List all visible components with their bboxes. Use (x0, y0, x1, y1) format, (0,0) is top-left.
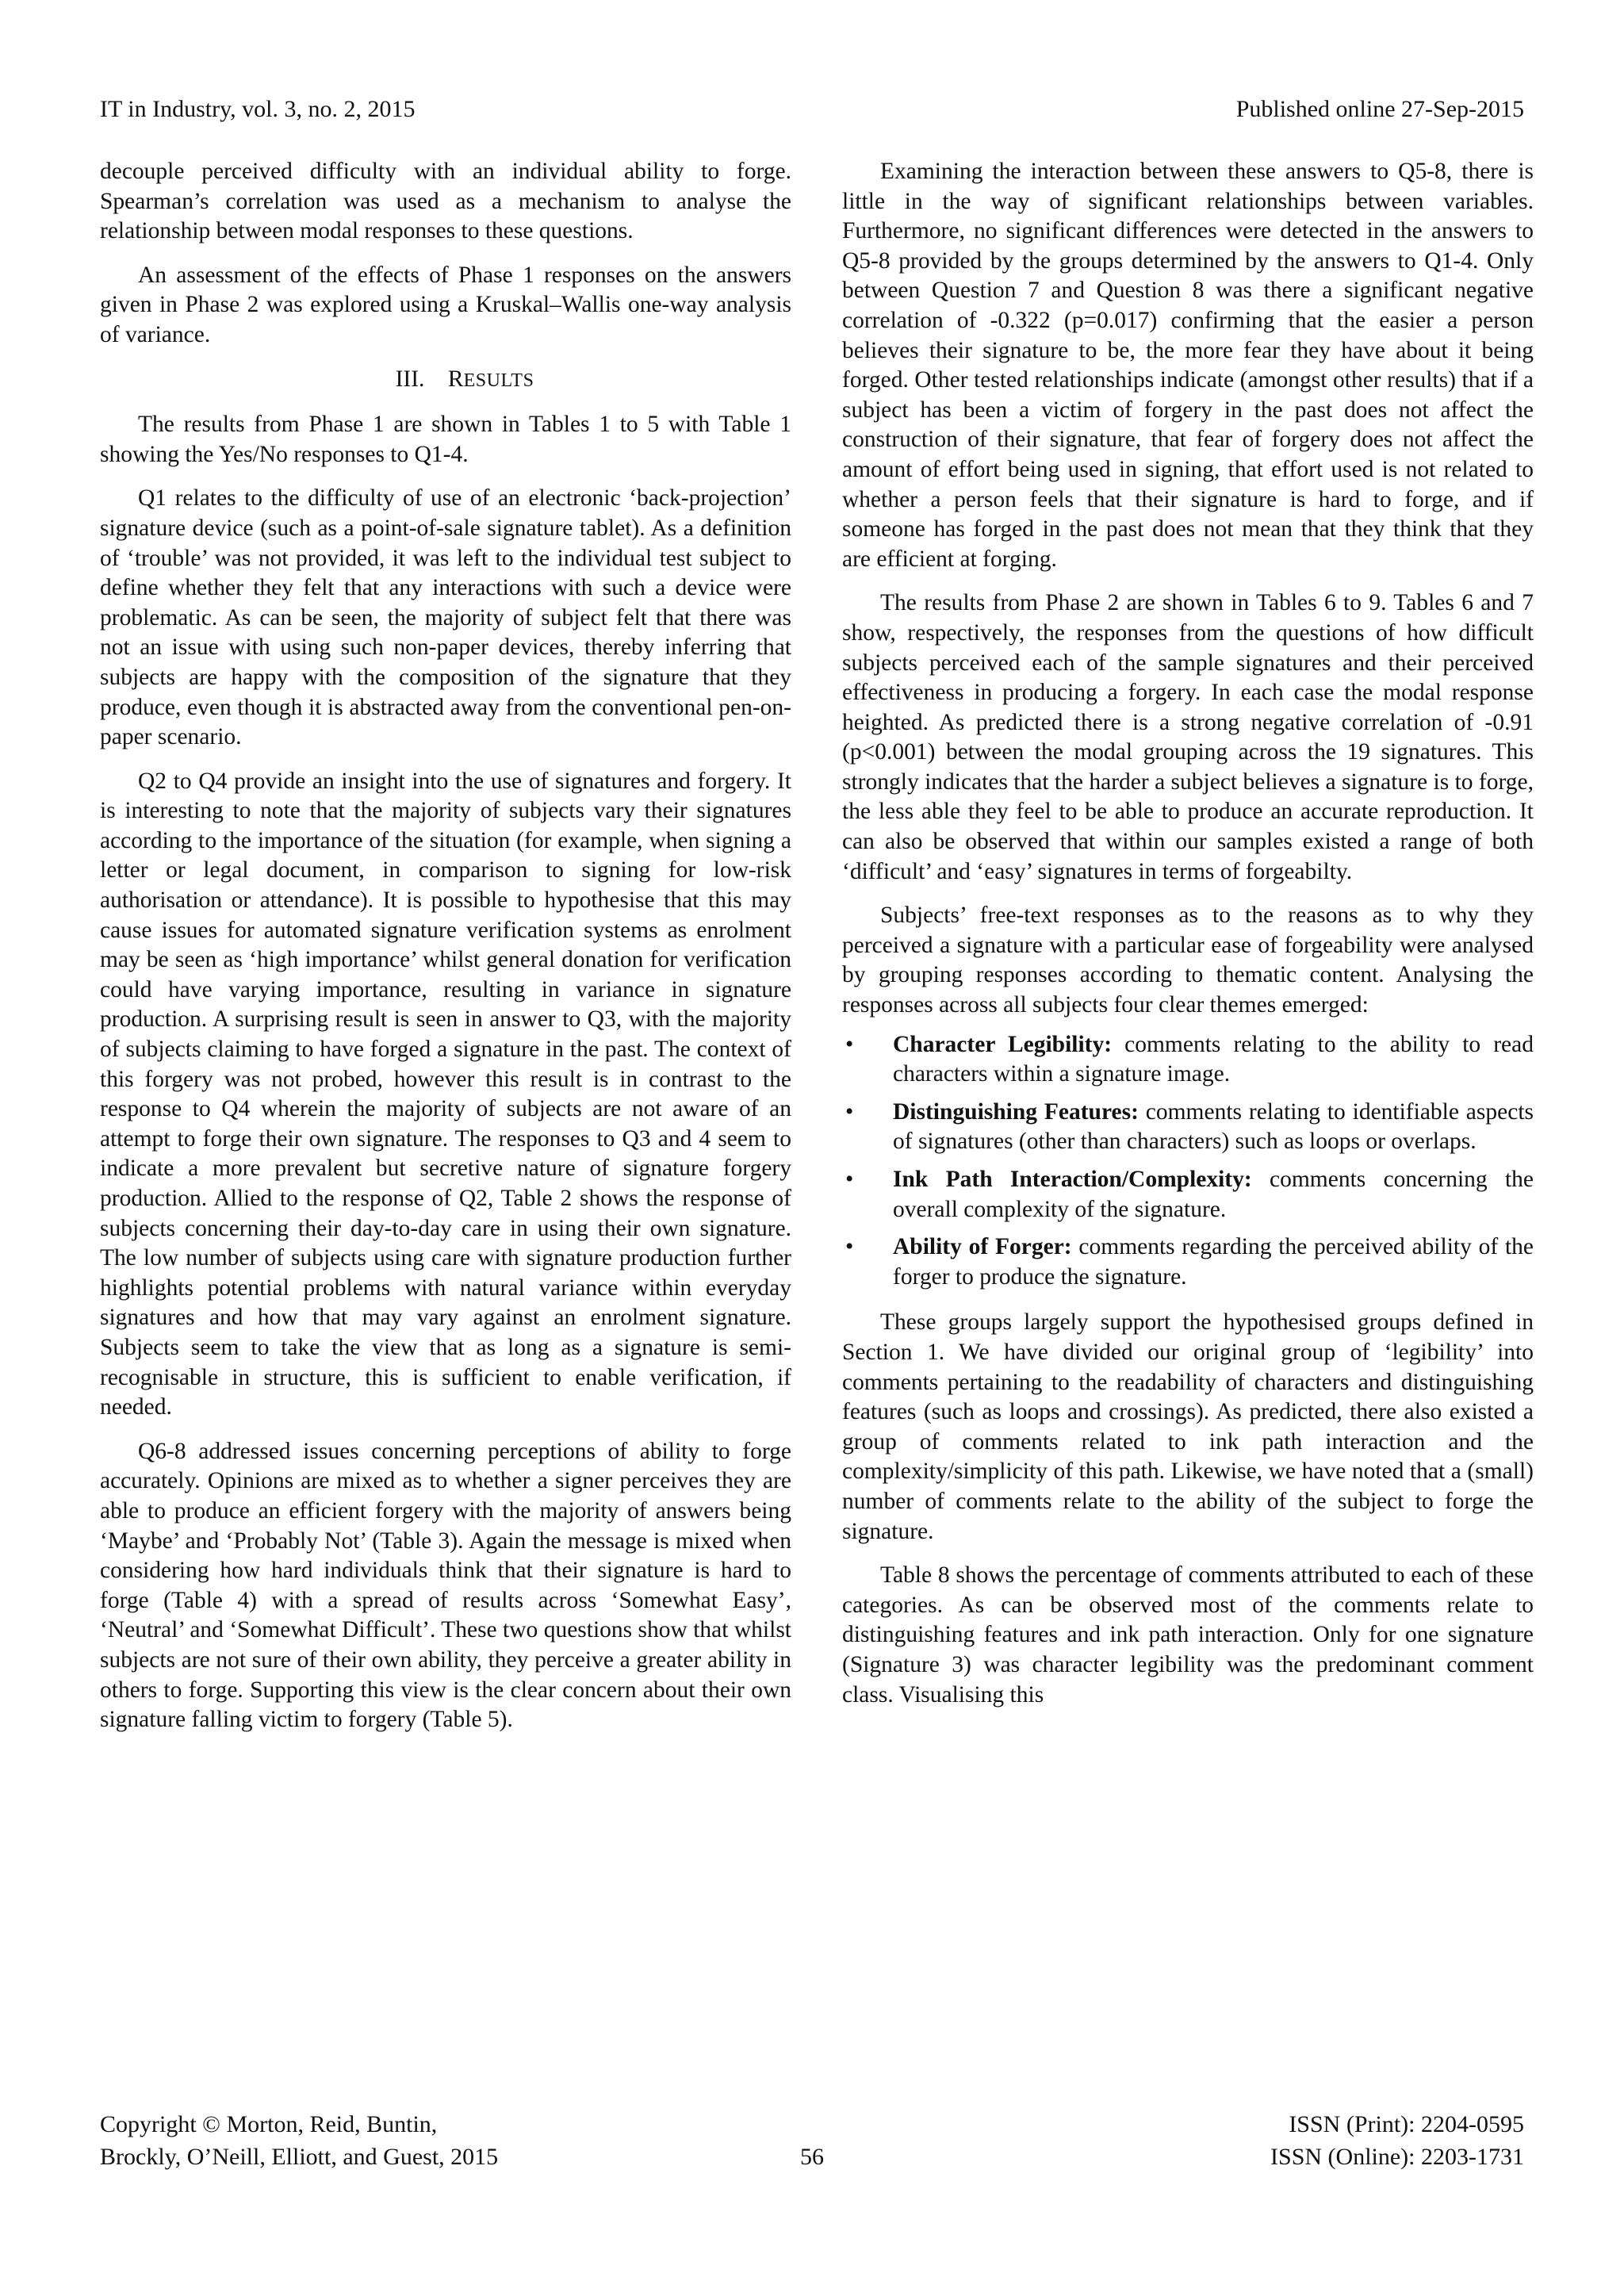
issn-block (1270, 2108, 1524, 2173)
issn-online: ISSN (Online): 2203-1731 (1270, 2144, 1524, 2170)
section-heading (100, 365, 791, 397)
theme-description: comments relating to the ability to read characters within a signature image. (893, 1031, 1534, 1087)
theme-term: Ability of Forger: (893, 1234, 1072, 1260)
bullet: • (845, 1234, 854, 1260)
paragraph: An assessment of the effects of Phase 1 responses on the answers given in Phase 2 was explored using a Kruskal–Wallis one-way analysis of variance. (100, 262, 791, 347)
page-header (100, 94, 1524, 125)
paragraph: Subjects’ free-text responses as to the reasons as to why they perceived a signature with a particular ease of forgeability were analysed by grouping responses according to thematic content. Analysing the responses across all subjects four clear themes emerged: (842, 903, 1534, 1018)
paragraph: The results from Phase 1 are shown in Tables 1 to 5 with Table 1 showing the Yes/No responses to Q1-4. (100, 412, 791, 467)
theme-description: comments relating to identifiable aspects of signatures (other than characters) such as loops or overlaps. (893, 1098, 1534, 1155)
page-number: 56 (800, 2144, 824, 2170)
page-footer (100, 2108, 1524, 2175)
paragraph: decouple perceived difficulty with an individual ability to forge. Spearman’s correlation was used as a mechanism to analyse the relationship between modal responses to these questions. (100, 159, 791, 244)
section-title-initial: R (447, 366, 464, 392)
paragraph: Q1 relates to the difficulty of use of an electronic ‘back-projection’ signature device (such as a point-of-sale signature tablet). As a definition of ‘trouble’ was not provided, it was left to the individual test subject to define whether they felt that any interactions with such a device were problematic. As can be seen, the majority of subject felt that there was not an issue with using such non-paper devices, thereby inferring that subjects are happy with the composition of the signature that they produce, even though it is abstracted away from the conventional pen-on-paper scenario. (100, 485, 791, 750)
list-item (842, 1165, 1534, 1225)
issn-print: ISSN (Print): 2204-0595 (1289, 2111, 1524, 2137)
themes-list (842, 1030, 1534, 1293)
paragraph: Q2 to Q4 provide an insight into the use of signatures and forgery. It is interesting to note that the majority of subjects vary their signatures according to the importance of the situation (for example, when signing a letter or legal document, in comparison to signing for low-risk authorisation or attendance). It is possible to hypothesise that this may cause issues for automated signature verification systems as enrolment may be seen as ‘high importance’ whilst general donation for verification could have varying importance, resulting in variance in signature production. A surprising result is seen in answer to Q3, with the majority of subjects claiming to have forged a signature in the past. The context of this forgery was not probed, however this result is in contrast to the response to Q4 wherein the majority of subjects are not aware of an attempt to forge their own signature. The responses to Q3 and 4 seem to indicate a more prevalent but secretive nature of signature forgery production. Allied to the response of Q2, Table 2 shows the response of subjects concerning their day-to-day care in using their own signature. The low number of subjects using care with signature production further highlights potential problems with natural variance within everyday signatures and how that may vary against an enrolment signature. Subjects seem to take the view that as long as a signature is semi-recognisable in structure, this is sufficient to enable verification, if needed. (100, 768, 791, 1420)
bullet: • (845, 1031, 854, 1057)
paragraph: These groups largely support the hypothesised groups defined in Section 1. We have divided our original group of ‘legibility’ into comments pertaining to the readability of characters and distinguishing features (such as loops and crossings). As predicted, there also existed a group of comments related to ink path interaction and the complexity/simplicity of this path. Likewise, we have noted that a (small) number of comments relate to the ability of the subject to forge the signature. (842, 1309, 1534, 1544)
publication-date: Published online 27-Sep-2015 (1235, 96, 1524, 122)
bullet: • (845, 1098, 854, 1125)
paragraph: Q6-8 addressed issues concerning perceptions of ability to forge accurately. Opinions are mixed as to whether a signer perceives they are able to produce an efficient forgery with the majority of answers being ‘Maybe’ and ‘Probably Not’ (Table 3). Again the message is mixed when considering how hard individuals think that their signature is hard to forge (Table 4) with a spread of results across ‘Somewhat Easy’, ‘Neutral’ and ‘Somewhat Difficult’. These two questions show that whilst subjects are not sure of their own ability, they perceive a greater ability in others to forge. Supporting this view is the clear concern about their own signature falling victim to forgery (Table 5). (100, 1438, 791, 1733)
section-number: III. (395, 366, 425, 392)
left-column (100, 157, 791, 1750)
right-column (842, 157, 1534, 1724)
section-title-rest: ESULTS (463, 370, 534, 391)
paragraph: Table 8 shows the percentage of comments attributed to each of these categories. As can be observed most of the comments relate to distinguishing features and ink path interaction. Only for one signature (Signature 3) was character legibility was the predominant comment class. Visualising this (842, 1562, 1534, 1708)
copyright-line: Copyright © Morton, Reid, Buntin, (100, 2111, 438, 2137)
paragraph: The results from Phase 2 are shown in Tables 6 to 9. Tables 6 and 7 show, respectively, the responses from the questions of how difficult subjects perceived each of the sample signatures and their perceived effectiveness in producing a forgery. In each case the modal response heighted. As predicted there is a strong negative correlation of -0.91 (p<0.001) between the modal grouping across the 19 signatures. This strongly indicates that the harder a subject believes a signature is to forge, the less able they feel to be able to produce an accurate reproduction. It can also be observed that within our samples existed a range of both ‘difficult’ and ‘easy’ signatures in terms of forgeabilty. (842, 590, 1534, 884)
journal-citation: IT in Industry, vol. 3, no. 2, 2015 (100, 96, 416, 122)
theme-description: comments regarding the perceived ability of the forger to produce the signature. (893, 1234, 1534, 1290)
list-item (842, 1030, 1534, 1090)
list-item (842, 1098, 1534, 1157)
copyright-line: Brockly, O’Neill, Elliott, and Guest, 2015 (100, 2144, 499, 2170)
theme-term: Ink Path Interaction/Complexity: (893, 1167, 1252, 1192)
paragraph: Examining the interaction between these answers to Q5-8, there is little in the way of significant relationships between variables. Furthermore, no significant differences were detected in the answers to Q5-8 provided by the groups determined by the answers to Q1-4. Only between Question 7 and Question 8 was there a significant negative correlation of -0.322 (p=0.017) confirming that the easier a person believes their signature to be, the more fear they have about it being forged. Other tested relationships indicate (amongst other results) that if a subject has been a victim of forgery in the past does not affect the construction of their signature, that fear of forgery does not affect the amount of effort being used in signing, that effort used is not related to whether a person feels that their signature is hard to forge, and if someone has forged in the past does not mean that they think that they are efficient at forging. (842, 159, 1534, 572)
theme-term: Distinguishing Features: (893, 1098, 1139, 1125)
theme-term: Character Legibility: (893, 1031, 1113, 1057)
list-item (842, 1232, 1534, 1292)
bullet: • (845, 1167, 854, 1192)
theme-description: comments concerning the overall complexity of the signature. (893, 1167, 1534, 1222)
